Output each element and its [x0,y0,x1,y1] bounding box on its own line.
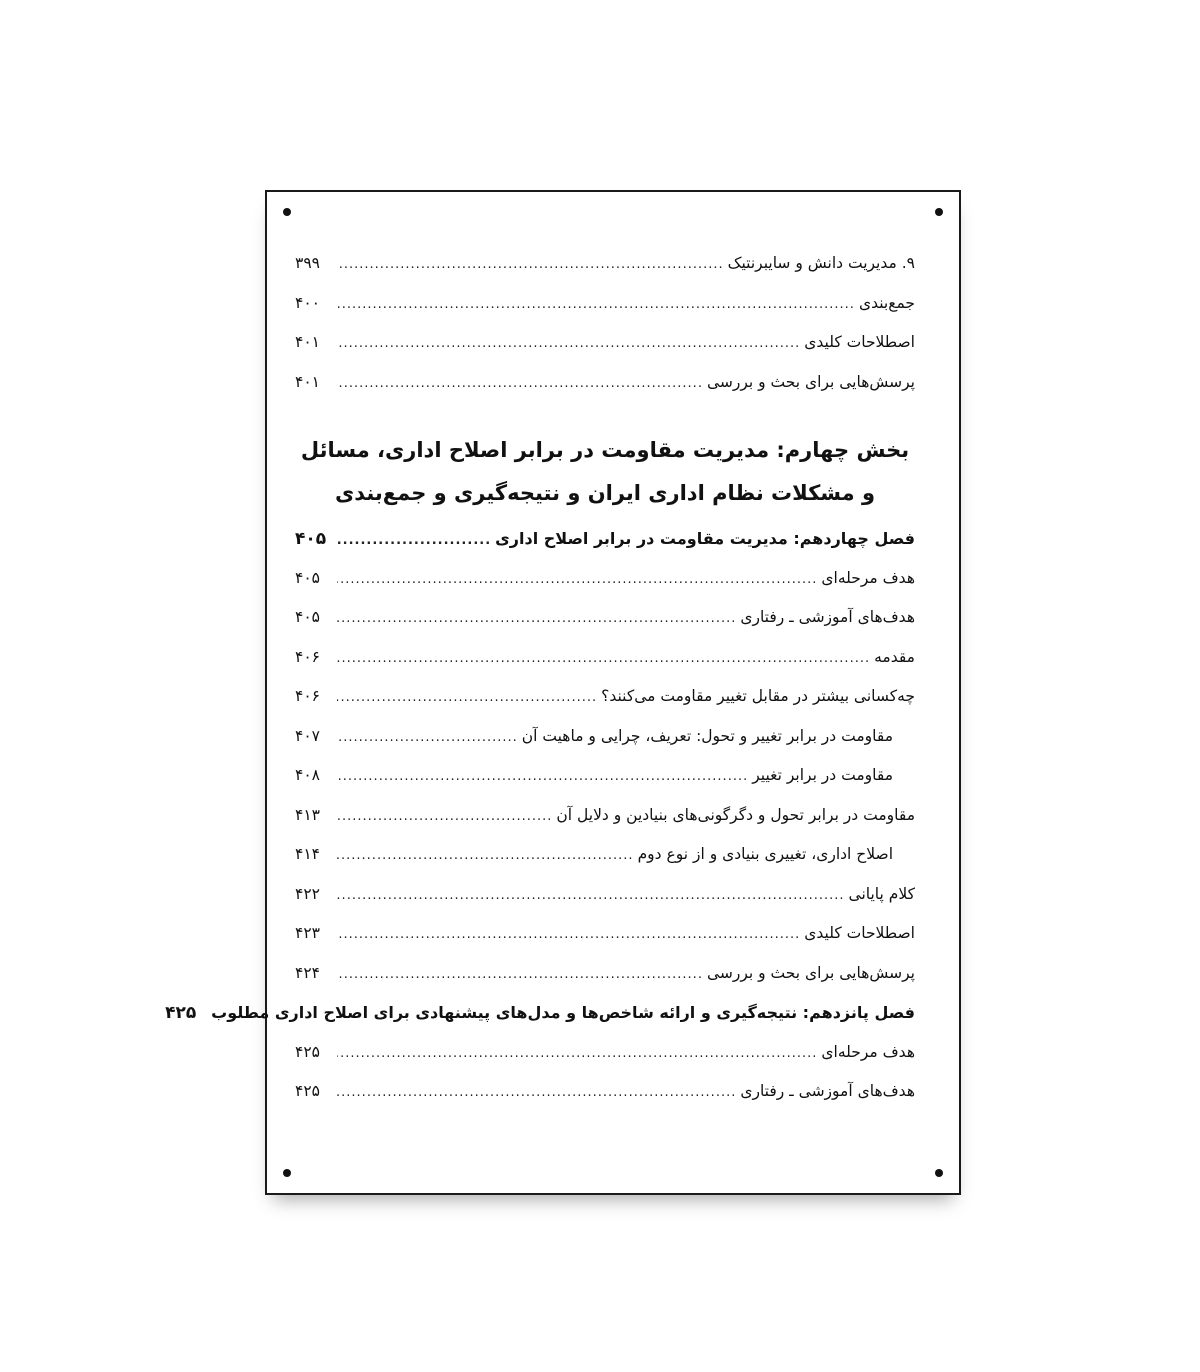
toc-page-number: ۴۲۵ [165,1003,197,1023]
toc-page-number: ۴۰۵ [295,608,320,626]
toc-entry-row [295,756,915,796]
toc-entry-row [295,638,915,678]
toc-page-number: ۴۲۵ [295,1042,320,1061]
toc-entry-title: پرسش‌هایی برای بحث و بررسی [706,372,915,391]
dot-leader [337,560,817,600]
book-page [165,190,961,1195]
toc-entry-row [295,323,915,363]
toc-chapter-row [165,993,915,1033]
toc-entry-row [295,598,915,638]
toc-page-number: ۴۲۲ [295,884,320,903]
toc-top-list [295,244,915,402]
toc-entry-row [295,796,915,836]
toc-page-number: ۴۲۵ [295,1082,320,1100]
section-heading-line-2: و مشکلات نظام اداری ایران و نتیجه‌گیری و جمع‌بندی [334,481,876,505]
toc-page-number: ۴۰۸ [295,766,320,784]
toc-page-number: ۴۲۳ [295,924,320,942]
dot-leader [337,285,855,325]
dot-leader [337,678,597,718]
table-of-contents [165,244,915,1112]
toc-entry-row [295,1033,915,1073]
toc-page-number: ۴۰۱ [295,333,320,351]
toc-page-number: ۴۱۳ [295,805,320,824]
toc-entry-title: فصل چهاردهم: مدیریت مقاومت در برابر اصلاح اداری [495,529,915,548]
dot-leader [337,718,518,758]
toc-page-number: ۴۰۵ [295,529,327,549]
dot-leader [337,521,491,561]
toc-entry-title: مقاومت در برابر تغییر [752,766,893,784]
toc-entry-title: پرسش‌هایی برای بحث و بررسی [706,963,915,982]
toc-entry-title: مقاومت در برابر تحول و دگرگونی‌های بنیادین و دلایل آن [556,805,915,824]
dot-leader [337,324,800,364]
dot-leader [337,1034,817,1074]
dot-leader [337,599,736,639]
toc-entry-title: فصل پانزدهم: نتیجه‌گیری و ارائه شاخص‌ها و مدل‌های پیشنهادی برای اصلاح اداری مطلوب [211,1003,915,1022]
toc-entry-row [295,1072,915,1112]
toc-entry-title: هدف مرحله‌ای [821,1042,915,1061]
corner-dot-icon [283,1169,291,1177]
toc-entry-row [295,244,915,284]
toc-page-number: ۴۱۴ [295,845,320,863]
toc-entry-row [295,717,915,757]
toc-entry-title: ۹. مدیریت دانش و سایبرنتیک [727,254,915,272]
toc-entry-row [295,363,915,403]
toc-page-number: ۴۰۵ [295,568,320,587]
dot-leader [337,1073,736,1113]
dot-leader [337,797,552,837]
dot-leader [337,915,800,955]
toc-chapter-row [295,519,915,559]
toc-entry-row [295,559,915,599]
toc-entry-row [295,284,915,324]
corner-dot-icon [935,208,943,216]
toc-page-number: ۴۰۰ [295,293,320,312]
toc-entry-row [295,875,915,915]
toc-entry-title: اصطلاحات کلیدی [804,333,915,351]
dot-leader [337,836,634,876]
toc-entry-row [295,914,915,954]
toc-entry-title: هدف‌های آموزشی ـ رفتاری [740,608,915,626]
toc-page-number: ۴۰۶ [295,647,320,666]
dot-leader [337,955,703,995]
toc-page-number: ۴۰۱ [295,372,320,391]
toc-entry-row [295,835,915,875]
dot-leader [337,245,724,285]
toc-entry-title: هدف‌های آموزشی ـ رفتاری [740,1082,915,1100]
toc-main-list [165,519,915,1112]
dot-leader [337,364,703,404]
toc-page-number: ۴۰۷ [295,726,320,745]
toc-entry-title: مقاومت در برابر تغییر و تحول: تعریف، چرایی و ماهیت آن [521,726,893,745]
dot-leader [337,876,845,916]
toc-entry-row [295,677,915,717]
dot-leader [337,757,748,797]
toc-entry-title: جمع‌بندی [858,293,915,312]
corner-dot-icon [935,1169,943,1177]
section-heading-line-1: بخش چهارم: مدیریت مقاومت در برابر اصلاح اداری، مسائل [300,438,910,462]
toc-page-number: ۴۰۶ [295,687,320,705]
toc-entry-title: اصلاح اداری، تغییری بنیادی و از نوع دوم [637,845,893,863]
toc-entry-title: کلام پایانی [848,884,915,903]
toc-entry-title: چه‌کسانی بیشتر در مقابل تغییر مقاومت می‌کنند؟ [601,687,915,705]
toc-entry-row [295,954,915,994]
toc-entry-title: هدف مرحله‌ای [821,568,915,587]
toc-page-number: ۳۹۹ [295,254,320,272]
toc-page-number: ۴۲۴ [295,963,320,982]
toc-entry-title: اصطلاحات کلیدی [804,924,915,942]
dot-leader [337,639,870,679]
corner-dot-icon [283,208,291,216]
section-heading [295,429,915,515]
toc-entry-title: مقدمه [874,647,915,666]
